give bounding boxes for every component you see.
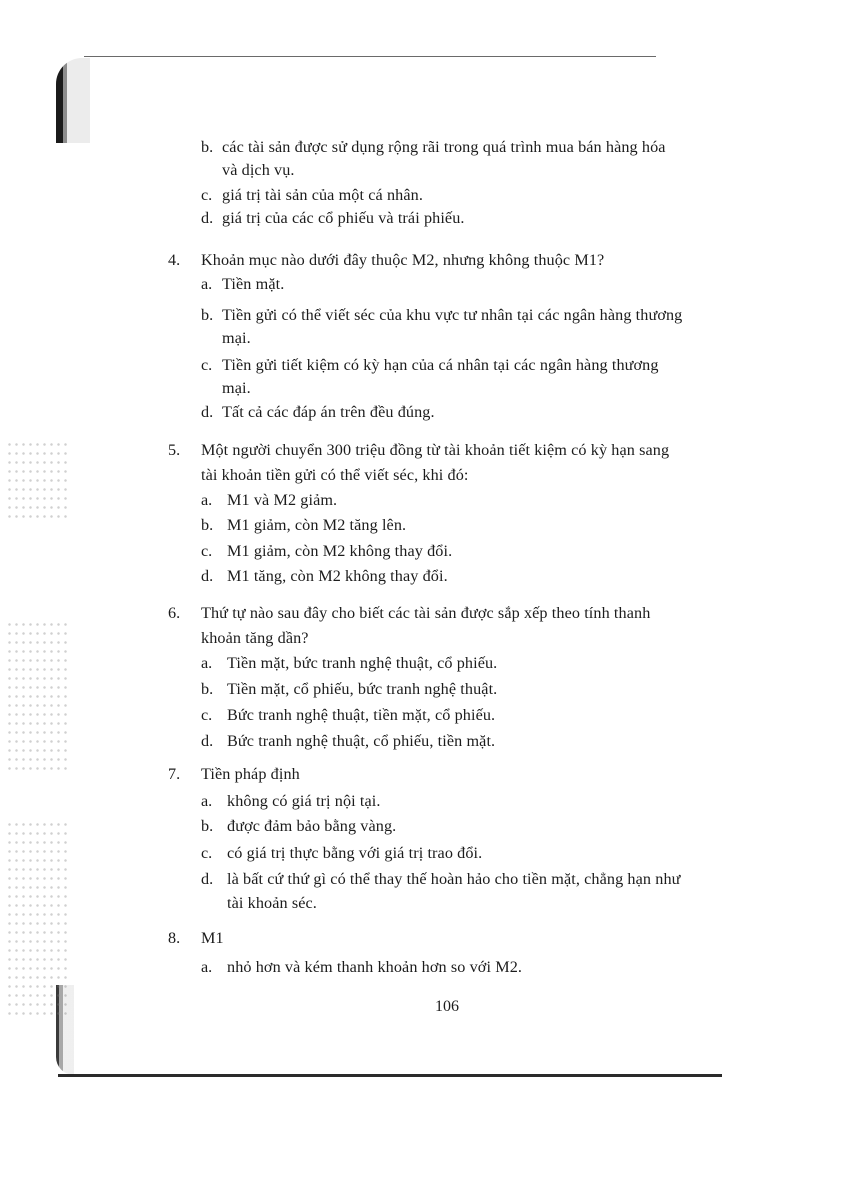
option-text: nhỏ hơn và kém thanh khoản hơn so với M2. — [227, 958, 523, 976]
option-label: c. — [201, 542, 213, 560]
footer-rule — [58, 1074, 722, 1077]
option-label: b. — [201, 306, 214, 324]
option-text: mại. — [222, 329, 251, 347]
option-label: c. — [201, 186, 213, 204]
option-label: d. — [201, 732, 214, 750]
option-label: a. — [201, 491, 213, 509]
option-text: M1 và M2 giảm. — [227, 491, 338, 509]
option-text: Tiền gửi có thể viết séc của khu vực tư nhân tại các ngân hàng thương — [222, 306, 683, 324]
option-text: Bức tranh nghệ thuật, tiền mặt, cổ phiếu. — [227, 706, 496, 724]
option-label: d. — [201, 870, 214, 888]
option-label: a. — [201, 958, 213, 976]
question-stem: Khoản mục nào dưới đây thuộc M2, nhưng không thuộc M1? — [201, 251, 605, 269]
option-label: d. — [201, 567, 214, 585]
question-number: 7. — [168, 765, 181, 783]
question-stem: Tiền pháp định — [201, 765, 300, 783]
page-number: 106 — [435, 998, 459, 1015]
option-label: c. — [201, 844, 213, 862]
option-text: là bất cứ thứ gì có thể thay thế hoàn hảo cho tiền mặt, chẳng hạn như — [227, 870, 681, 888]
question-stem: M1 — [201, 929, 224, 947]
option-text: giá trị của các cổ phiếu và trái phiếu. — [222, 209, 465, 227]
option-text: M1 tăng, còn M2 không thay đổi. — [227, 567, 448, 585]
question-number: 4. — [168, 251, 181, 269]
option-text: giá trị tài sản của một cá nhân. — [222, 186, 423, 204]
option-text: và dịch vụ. — [222, 161, 295, 179]
option-text: M1 giảm, còn M2 tăng lên. — [227, 516, 407, 534]
option-label: c. — [201, 356, 213, 374]
option-text: M1 giảm, còn M2 không thay đổi. — [227, 542, 453, 560]
option-text: các tài sản được sử dụng rộng rãi trong quá trình mua bán hàng hóa — [222, 138, 666, 156]
option-text: được đảm bảo bằng vàng. — [227, 817, 397, 835]
option-text: mại. — [222, 379, 251, 397]
question-number: 8. — [168, 929, 181, 947]
option-label: a. — [201, 275, 213, 293]
option-label: b. — [201, 138, 214, 156]
question-number: 5. — [168, 441, 181, 459]
option-label: b. — [201, 516, 214, 534]
scan-noise — [6, 820, 70, 1020]
option-label: d. — [201, 209, 214, 227]
option-text: Tiền mặt. — [222, 275, 285, 293]
question-stem: khoản tăng dần? — [201, 629, 309, 647]
scan-noise — [6, 620, 70, 770]
option-label: a. — [201, 792, 213, 810]
option-text: Bức tranh nghệ thuật, cổ phiếu, tiền mặt. — [227, 732, 496, 750]
option-label: c. — [201, 706, 213, 724]
option-label: d. — [201, 403, 214, 421]
option-label: a. — [201, 654, 213, 672]
scan-edge-shadow-top — [56, 58, 90, 143]
option-text: Tất cả các đáp án trên đều đúng. — [222, 403, 435, 421]
option-text: Tiền mặt, bức tranh nghệ thuật, cổ phiếu. — [227, 654, 498, 672]
question-number: 6. — [168, 604, 181, 622]
option-text: Tiền mặt, cổ phiếu, bức tranh nghệ thuật. — [227, 680, 498, 698]
option-label: b. — [201, 817, 214, 835]
question-stem: Thứ tự nào sau đây cho biết các tài sản được sắp xếp theo tính thanh — [201, 604, 651, 622]
option-text: Tiền gửi tiết kiệm có kỳ hạn của cá nhân tại các ngân hàng thương — [222, 356, 659, 374]
header-rule — [84, 56, 656, 57]
question-stem: tài khoản tiền gửi có thể viết séc, khi đó: — [201, 466, 469, 484]
option-label: b. — [201, 680, 214, 698]
option-text: không có giá trị nội tại. — [227, 792, 381, 810]
option-text: tài khoản séc. — [227, 894, 317, 912]
option-text: có giá trị thực bằng với giá trị trao đổi. — [227, 844, 483, 862]
scan-noise — [6, 440, 70, 520]
question-stem: Một người chuyển 300 triệu đồng từ tài khoản tiết kiệm có kỳ hạn sang — [201, 441, 670, 459]
